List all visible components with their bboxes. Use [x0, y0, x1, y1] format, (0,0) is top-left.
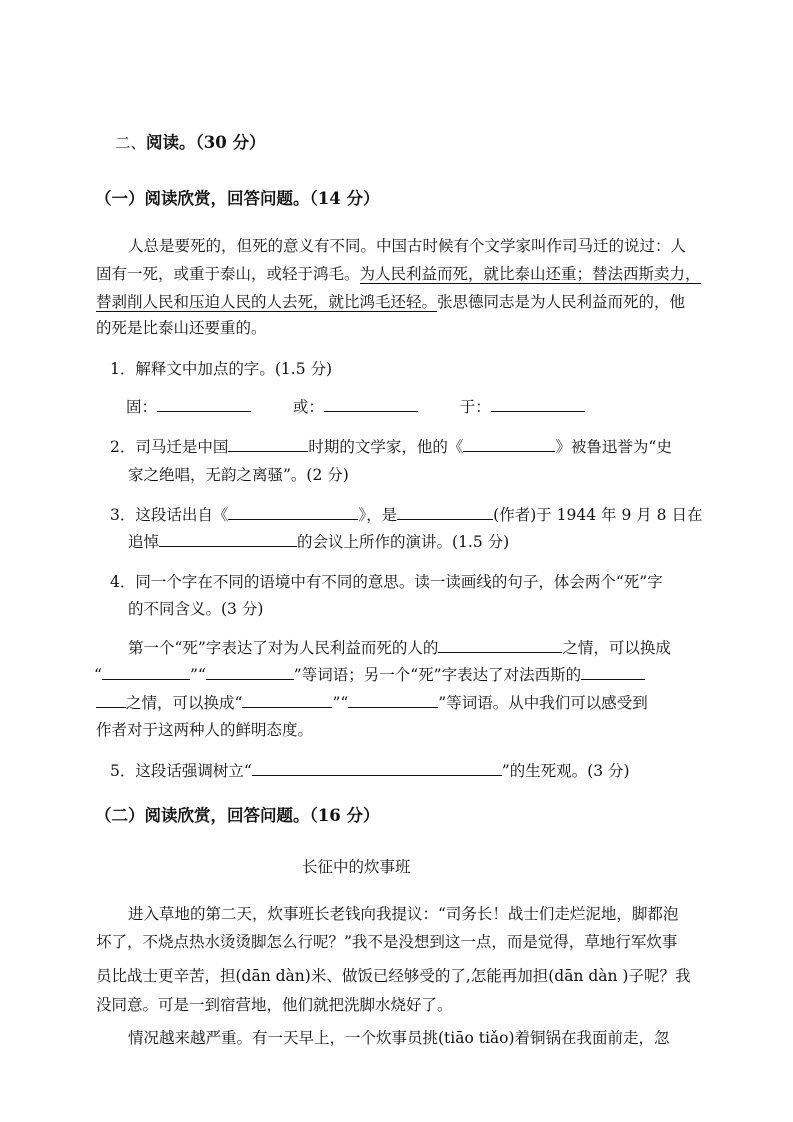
passage-line-4: 的死是比泰山还要重的。	[96, 319, 267, 337]
answer-blank[interactable]	[397, 505, 493, 520]
part1-heading: （一）阅读欣赏，回答问题。（14 分）	[95, 189, 380, 208]
q2-text: 》被鲁迅誉为“史	[555, 438, 672, 456]
passage-line-2	[96, 264, 701, 284]
q2-text: 2．司马迁是中国	[110, 438, 229, 456]
answer-blank[interactable]	[206, 665, 294, 680]
q5-text: 5．这段话强调树立“	[110, 762, 252, 780]
q4-answer-line-4: 作者对于这两种人的鲜明态度。	[96, 721, 314, 739]
part2-heading: （二）阅读欣赏，回答问题。（16 分）	[95, 806, 380, 825]
q1-answer-row	[126, 397, 585, 417]
question-2-cont: 家之绝唱，无韵之离骚”。(2 分)	[128, 466, 349, 484]
passage-line-1: 人总是要死的，但死的意义有不同。中国古时候有个文学家叫作司马迁的说过：人	[128, 237, 687, 255]
q3-text: 》，是	[358, 506, 398, 524]
answer-blank[interactable]	[102, 665, 190, 680]
q4-text: ”等词语。从中我们可以感受到	[438, 694, 648, 712]
question-5	[110, 761, 630, 781]
answer-blank[interactable]	[438, 638, 562, 653]
question-4: 4．同一个字在不同的语境中有不同的意思。读一读画线的句子，体会两个“死”字	[110, 573, 663, 591]
answer-blank[interactable]	[228, 437, 308, 452]
answer-blank[interactable]	[96, 693, 126, 708]
answer-blank[interactable]	[242, 693, 332, 708]
article-line: 员比战士更辛苦，担(dān dàn)米、做饭已经够受的了,怎能再加担(dān dàn )子呢？我	[96, 967, 691, 985]
section-heading	[115, 133, 265, 153]
article-line: 坏了，不烧点热水烫烫脚怎么行呢？”我不是没想到这一点，而是觉得，草地行军炊事	[96, 933, 678, 951]
answer-blank[interactable]	[159, 532, 297, 547]
answer-blank[interactable]	[157, 397, 251, 412]
q4-text: ”“	[189, 666, 206, 684]
q4-text: “	[94, 666, 102, 684]
underlined-sentence: 为人民利益而死，就比泰山还重；替法西斯卖力，	[359, 265, 701, 283]
q1-label-yu: 于：	[459, 398, 491, 416]
q4-text: 之情，可以换成“	[126, 694, 243, 712]
q3-text: (作者)于 1944 年 9 月 8 日在	[493, 506, 703, 524]
underlined-sentence: 替剥削人民和压迫人民的人去死，就比鸿毛还轻。	[96, 293, 438, 311]
q4-text: 第一个“死”字表达了对为人民利益而死的人的	[128, 639, 439, 657]
answer-blank[interactable]	[252, 761, 502, 776]
section-number: 二、	[115, 134, 147, 152]
article-title: 长征中的炊事班	[302, 858, 411, 876]
q1-label-huo: 或：	[292, 398, 324, 416]
q4-text: ”等词语；另一个“死”字表达了对法西斯的	[293, 666, 582, 684]
answer-blank[interactable]	[581, 665, 645, 680]
q4-answer-line-2	[94, 665, 645, 685]
q3-text: 3．这段话出自《	[110, 506, 229, 524]
q4-answer-line-1	[128, 638, 671, 658]
q3-text: 追悼	[128, 533, 160, 551]
answer-blank[interactable]	[324, 397, 418, 412]
article-line: 进入草地的第二天，炊事班长老钱向我提议：“司务长！战士们走烂泥地，脚都泡	[128, 905, 679, 923]
answer-blank[interactable]	[463, 437, 555, 452]
q3-text: 的会议上所作的演讲。(1.5 分)	[297, 533, 510, 551]
q2-text: 时期的文学家，他的《	[308, 438, 464, 456]
question-2	[110, 437, 672, 457]
question-4-cont: 的不同含义。(3 分)	[128, 600, 264, 618]
q4-text: ”“	[332, 694, 349, 712]
q4-answer-line-3	[96, 693, 648, 713]
article-line: 情况越来越严重。有一天早上，一个炊事员挑(tiāo tiǎo)着铜锅在我面前走，忽	[128, 1029, 670, 1047]
passage-line-3	[96, 292, 685, 312]
q1-label-gu: 固：	[126, 398, 158, 416]
q4-text: 之情，可以换成	[562, 639, 671, 657]
answer-blank[interactable]	[228, 505, 358, 520]
section-title: 阅读。（30 分）	[146, 133, 266, 152]
q5-text: ”的生死观。(3 分)	[501, 762, 630, 780]
article-line: 没同意。可是一到宿营地，他们就把洗脚水烧好了。	[96, 996, 453, 1014]
answer-blank[interactable]	[491, 397, 585, 412]
question-3	[110, 505, 702, 525]
answer-blank[interactable]	[348, 693, 438, 708]
passage-text: 张思德同志是为人民利益而死的，他	[437, 293, 686, 311]
question-3-cont	[128, 532, 509, 552]
passage-text: 固有一死，或重于泰山，或轻于鸿毛。	[96, 265, 360, 283]
question-1: 1．解释文中加点的字。(1.5 分)	[110, 360, 333, 378]
